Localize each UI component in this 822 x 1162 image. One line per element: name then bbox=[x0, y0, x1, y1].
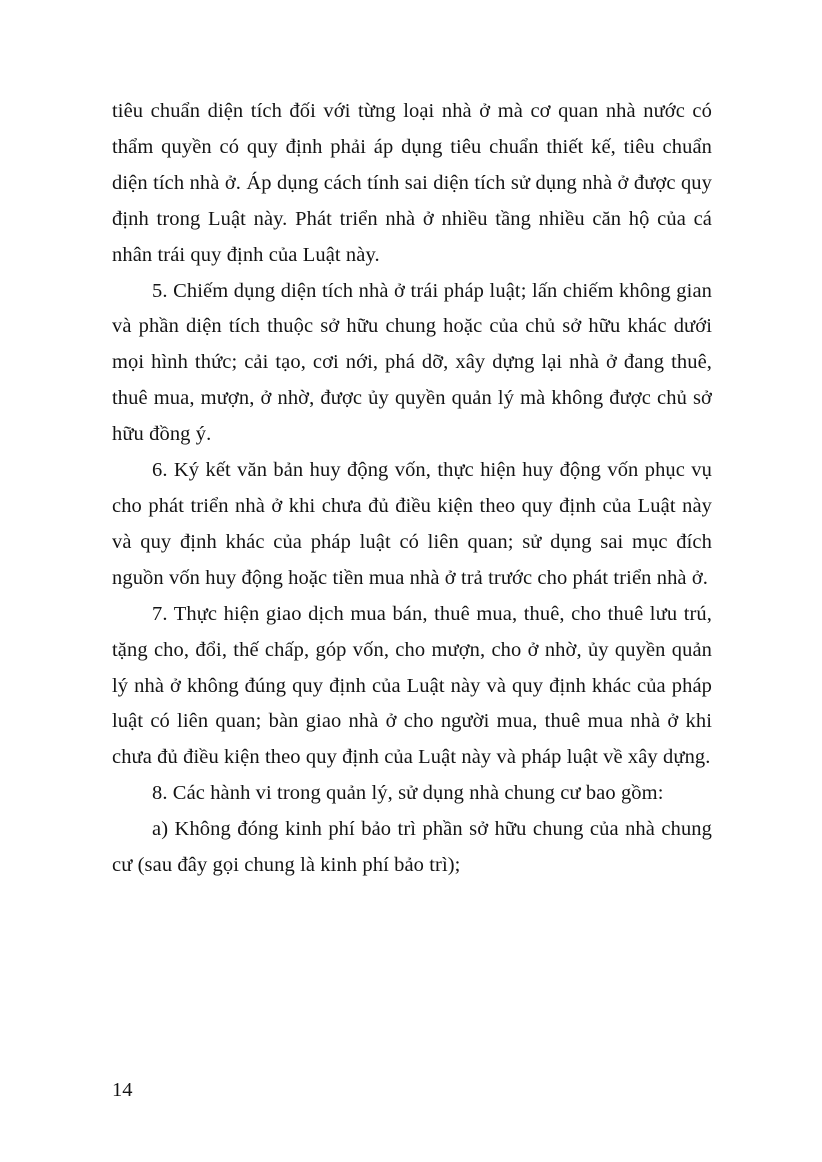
paragraph-item-6: 6. Ký kết văn bản huy động vốn, thực hiện huy động vốn phục vụ cho phát triển nhà ở khi chưa đủ điều kiện theo quy định của Luật này và quy định khác của pháp luật có liên quan; sử dụng sai mục đích nguồn vốn huy động hoặc tiền mua nhà ở trả trước cho phát triển nhà ở. bbox=[112, 459, 712, 589]
paragraph-continuation: tiêu chuẩn diện tích đối với từng loại nhà ở mà cơ quan nhà nước có thẩm quyền có quy định phải áp dụng tiêu chuẩn thiết kế, tiêu chuẩn diện tích nhà ở. Áp dụng cách tính sai diện tích sử dụng nhà ở được quy định trong Luật này. Phát triển nhà ở nhiều tầng nhiều căn hộ của cá nhân trái quy định của Luật này. bbox=[112, 100, 712, 266]
paragraph-item-8: 8. Các hành vi trong quản lý, sử dụng nhà chung cư bao gồm: bbox=[152, 782, 664, 805]
body-text bbox=[112, 94, 712, 884]
paragraph-item-8a: a) Không đóng kinh phí bảo trì phần sở hữu chung của nhà chung cư (sau đây gọi chung là kinh phí bảo trì); bbox=[112, 818, 712, 877]
page-number: 14 bbox=[112, 1079, 133, 1101]
paragraph-item-5: 5. Chiếm dụng diện tích nhà ở trái pháp luật; lấn chiếm không gian và phần diện tích thuộc sở hữu chung hoặc của chủ sở hữu khác dưới mọi hình thức; cải tạo, cơi nới, phá dỡ, xây dựng lại nhà ở đang thuê, thuê mua, mượn, ở nhờ, được ủy quyền quản lý mà không được chủ sở hữu đồng ý. bbox=[112, 279, 712, 446]
paragraph-item-7: 7. Thực hiện giao dịch mua bán, thuê mua, thuê, cho thuê lưu trú, tặng cho, đổi, thế chấp, góp vốn, cho mượn, cho ở nhờ, ủy quyền quản lý nhà ở không đúng quy định của Luật này và quy định khác của pháp luật có liên quan; bàn giao nhà ở cho người mua, thuê mua nhà ở khi chưa đủ điều kiện theo quy định của Luật này và pháp luật về xây dựng. bbox=[112, 602, 712, 769]
